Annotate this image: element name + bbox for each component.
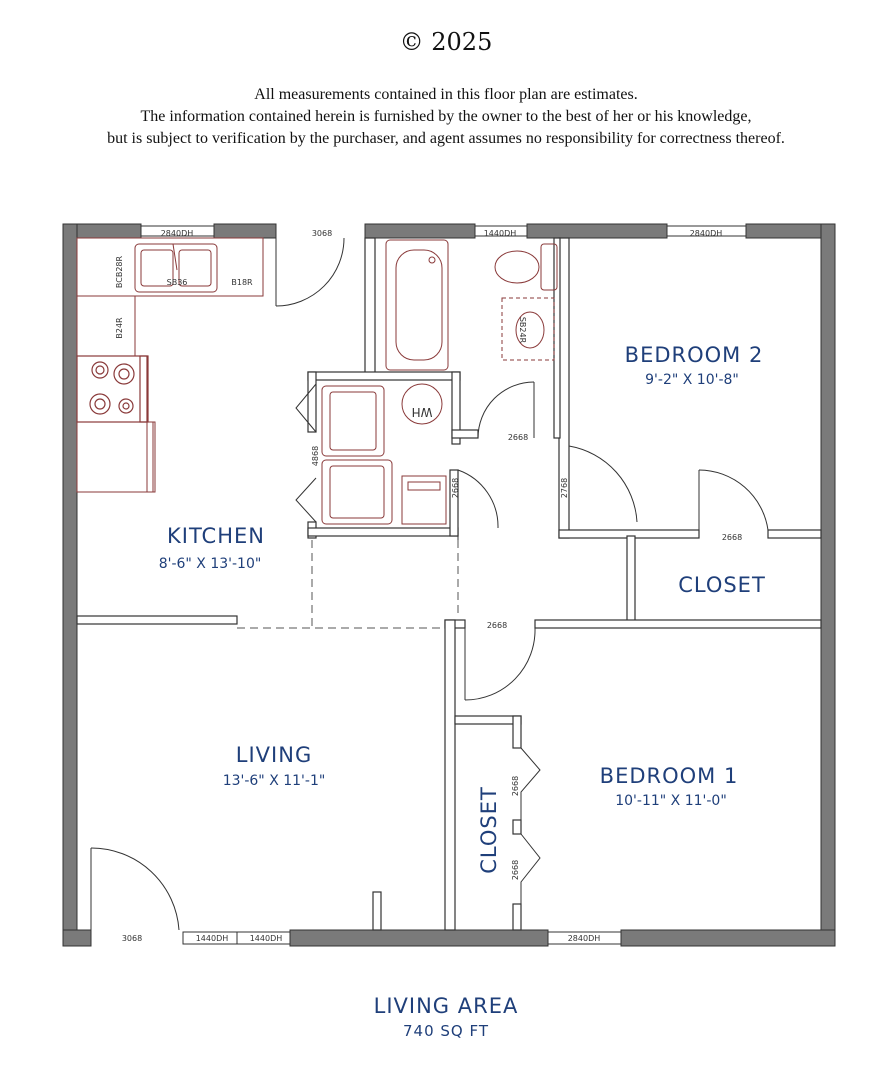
- disclaimer-line: The information contained herein is furnished by the owner to the best of her or his knowledge,: [140, 108, 752, 125]
- fixture-tag: SB24R: [518, 316, 527, 344]
- disclaimer-line: but is subject to verification by the purchaser, and agent assumes no responsibility for correctness thereof.: [107, 130, 785, 147]
- door-swings: [91, 238, 768, 930]
- water-heater-label: WH: [411, 405, 433, 419]
- room-name-closet: CLOSET: [477, 786, 501, 874]
- room-name-kitchen: KITCHEN: [167, 524, 265, 548]
- room-name-living: LIVING: [235, 743, 313, 767]
- window-tag: 2840DH: [567, 934, 601, 943]
- room-name-closet: CLOSET: [678, 573, 766, 597]
- window-tag: 2840DH: [689, 229, 723, 238]
- window-tag: 1440DH: [249, 934, 283, 943]
- dashed-openings: [237, 540, 458, 628]
- copyright-notice: © 2025: [399, 28, 493, 56]
- kitchen-counter: [77, 238, 263, 356]
- window-tag: 2840DH: [160, 229, 194, 238]
- fixture-tag: B24R: [115, 317, 124, 339]
- door-tag: 2668: [486, 621, 508, 630]
- range: [77, 356, 148, 422]
- room-name-bedroom-2: BEDROOM 2: [624, 343, 764, 367]
- door-tag: 2668: [507, 433, 529, 442]
- refrigerator: [77, 422, 155, 492]
- fixture-tag: B18R: [231, 278, 253, 287]
- door-tag: 2668: [451, 477, 460, 499]
- door-tag: 4868: [311, 445, 320, 467]
- door-tag: 2768: [560, 477, 569, 499]
- door-tag: 3068: [311, 229, 333, 238]
- fixture-tag: SB36: [166, 278, 188, 287]
- disclaimer-line: All measurements contained in this floor plan are estimates.: [254, 86, 638, 103]
- door-tag: 3068: [121, 934, 143, 943]
- washer-dryer: [322, 384, 446, 524]
- windows: [141, 226, 746, 944]
- door-tag: 2668: [721, 533, 743, 542]
- window-tag: 1440DH: [195, 934, 229, 943]
- room-dims-living: 13'-6" X 11'-1": [222, 773, 326, 789]
- window-tag: 1440DH: [483, 229, 517, 238]
- toilet: [495, 244, 557, 290]
- vanity: [502, 298, 554, 360]
- fixture-tag: BCB28R: [115, 255, 124, 289]
- room-name-bedroom-1: BEDROOM 1: [599, 764, 739, 788]
- room-dims-bedroom-1: 10'-11" X 11'-0": [615, 793, 727, 809]
- bathtub: [386, 240, 448, 370]
- room-dims-kitchen: 8'-6" X 13'-10": [158, 556, 262, 572]
- door-tag: 2668: [511, 859, 520, 881]
- room-dims-bedroom-2: 9'-2" X 10'-8": [645, 372, 739, 388]
- living-area-value: 740 SQ FT: [402, 1022, 490, 1040]
- living-area-label: LIVING AREA: [373, 994, 519, 1018]
- door-tag: 2668: [511, 775, 520, 797]
